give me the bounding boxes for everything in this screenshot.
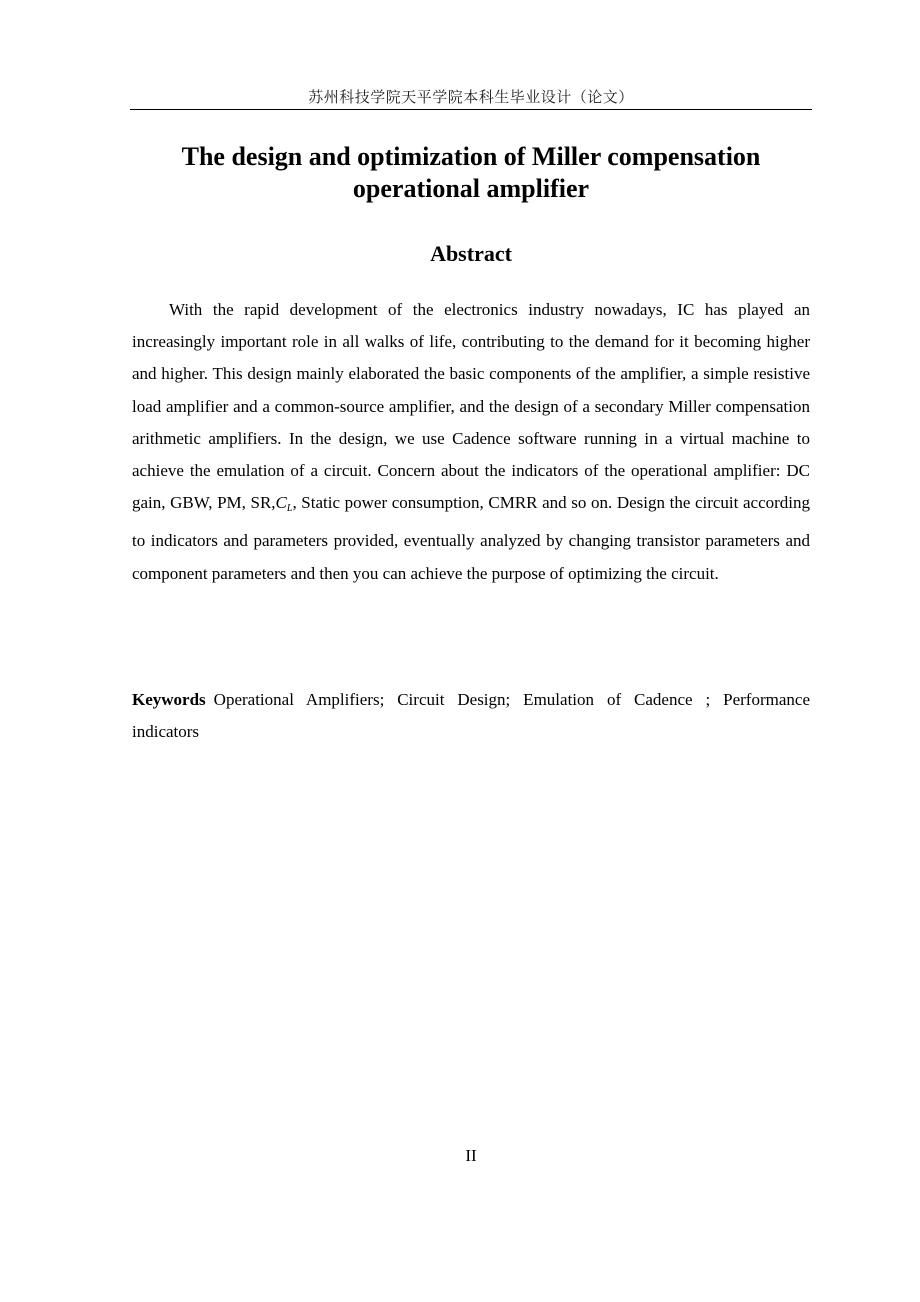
paper-title-line-2: operational amplifier: [352, 174, 590, 203]
load-capacitance-symbol: [275, 493, 293, 515]
header-rule: [130, 109, 812, 110]
page-number: II: [465, 1146, 477, 1165]
abstract-text-part-1: With the rapid development of the electronics industry nowadays, IC has played an increasingly important role in all walks of life, contributing to the demand for it becoming higher and higher. This design mainly elaborated the basic components of the amplifier, a simple resistive load amplifier and a common-source amplifier, and the design of a secondary Miller compensation arithmetic amplifiers. In the design, we use Cadence software running in a virtual machine to achieve the emulation of a circuit. Concern about the indicators of the operational amplifier: DC gain, GBW, PM, SR,: [132, 300, 810, 513]
load-capacitance-symbol-subscript: L: [286, 503, 293, 515]
abstract-text-part-2: , Static power consumption, CMRR and so on. Design the circuit according to indicators and parameters provided, eventually analyzed by changing transistor parameters and component parameters and then you can achieve the purpose of optimizing the circuit.: [132, 493, 811, 583]
keywords-paragraph: [132, 684, 810, 748]
keywords-label: Keywords: [132, 690, 206, 709]
abstract-heading: Abstract: [430, 241, 512, 266]
load-capacitance-symbol-base: C: [275, 493, 287, 513]
paper-title: [100, 141, 842, 205]
running-header: 苏州科技学院天平学院本科生毕业设计（论文）: [308, 88, 634, 106]
paper-title-line-1: The design and optimization of Miller compensation: [181, 142, 761, 171]
keywords-text: Operational Amplifiers; Circuit Design; Emulation of Cadence ; Performance indicators: [132, 690, 810, 742]
abstract-paragraph: [132, 294, 810, 590]
